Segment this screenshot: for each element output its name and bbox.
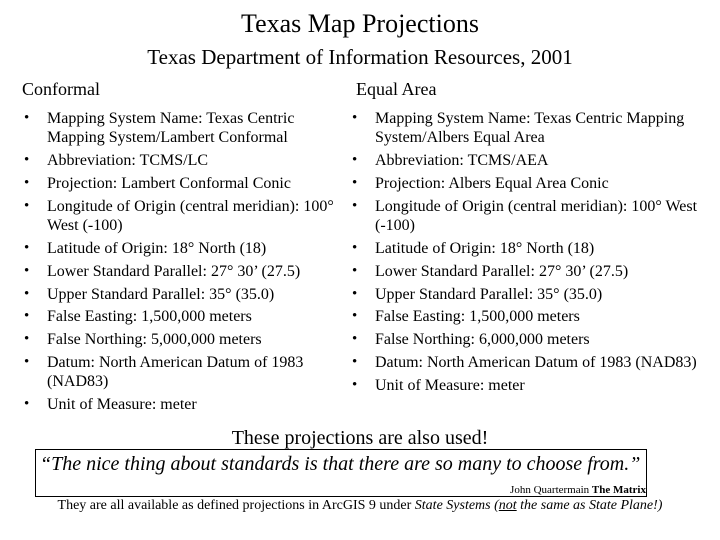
list-item: • Latitude of Origin: 18° North (18) [352, 240, 595, 257]
bullet-icon: • [352, 331, 358, 348]
bullet-icon: • [24, 110, 30, 126]
equal-area-column [350, 78, 712, 399]
conformal-column [22, 78, 352, 418]
list-item: • Unit of Measure: meter [24, 396, 197, 414]
bullet-icon: • [352, 285, 358, 302]
bullet-icon: • [352, 353, 358, 370]
bullet-icon: • [352, 262, 358, 279]
quote-text: “The nice thing about standards is that there are so many to choose from.” [40, 453, 641, 475]
footer-underlined: not [498, 498, 517, 513]
quote-work: The Matrix [591, 484, 646, 496]
list-item: • Projection: Albers Equal Area Conic [352, 175, 609, 192]
list-item: • Unit of Measure: meter [352, 376, 525, 394]
bullet-icon: • [352, 308, 358, 325]
also-used-heading: These projections are also used! [231, 427, 489, 449]
footer-prefix: They are all available as defined projections in ArcGIS 9 under [57, 498, 415, 513]
list-item: • Datum: North American Datum of 1983 (NAD83) [24, 353, 304, 391]
list-item: • Upper Standard Parallel: 35° (35.0) [352, 285, 603, 303]
list-item: • Abbreviation: TCMS/LC [24, 152, 209, 170]
bullet-icon: • [24, 308, 30, 325]
bullet-icon: • [24, 175, 30, 191]
footer-note [0, 497, 720, 514]
list-item: • Datum: North American Datum of 1983 (NAD83) [352, 353, 697, 371]
equal-area-list [350, 109, 712, 395]
list-item: • False Easting: 1,500,000 meters [24, 308, 252, 326]
page-title: Texas Map Projections [241, 9, 479, 38]
list-item: • Upper Standard Parallel: 35° (35.0) [24, 285, 275, 303]
bullet-icon: • [24, 331, 30, 348]
list-item: • Mapping System Name: Texas Centric Mapping System/Albers Equal Area [352, 110, 685, 147]
quote-attribution [510, 484, 646, 497]
bullet-icon: • [352, 240, 358, 256]
bullet-icon: • [352, 376, 358, 393]
list-item: • False Northing: 6,000,000 meters [352, 331, 590, 349]
bullet-icon: • [24, 152, 30, 169]
conformal-heading: Conformal [22, 79, 100, 99]
quote-author: John Quartermain [510, 484, 590, 496]
list-item: • Longitude of Origin (central meridian): 100° West (-100) [352, 197, 698, 235]
bullet-icon: • [352, 175, 358, 191]
bullet-icon: • [24, 285, 30, 302]
bullet-icon: • [24, 396, 30, 413]
list-item: • Lower Standard Parallel: 27° 30’ (27.5) [352, 262, 629, 280]
bullet-icon: • [352, 152, 358, 169]
bullet-icon: • [24, 197, 30, 214]
page-subtitle: Texas Department of Information Resources, 2001 [147, 45, 573, 69]
list-item: • Latitude of Origin: 18° North (18) [24, 240, 267, 257]
bullet-icon: • [352, 110, 358, 126]
conformal-list [22, 109, 352, 415]
list-item: • Projection: Lambert Conformal Conic [24, 175, 291, 192]
footer-italic-1: State Systems ( [414, 498, 499, 513]
list-item: • False Easting: 1,500,000 meters [352, 308, 580, 326]
list-item: • Longitude of Origin (central meridian): 100° West (-100) [24, 197, 334, 235]
bullet-icon: • [352, 197, 358, 214]
bullet-icon: • [24, 353, 30, 370]
bullet-icon: • [24, 262, 30, 279]
list-item: • Lower Standard Parallel: 27° 30’ (27.5) [24, 262, 301, 280]
footer-italic-2: the same as State Plane!) [516, 498, 663, 513]
list-item: • False Northing: 5,000,000 meters [24, 331, 262, 349]
list-item: • Abbreviation: TCMS/AEA [352, 152, 549, 170]
equal-area-heading: Equal Area [356, 79, 437, 99]
bullet-icon: • [24, 240, 30, 256]
list-item: • Mapping System Name: Texas Centric Mapping System/Lambert Conformal [24, 110, 295, 147]
